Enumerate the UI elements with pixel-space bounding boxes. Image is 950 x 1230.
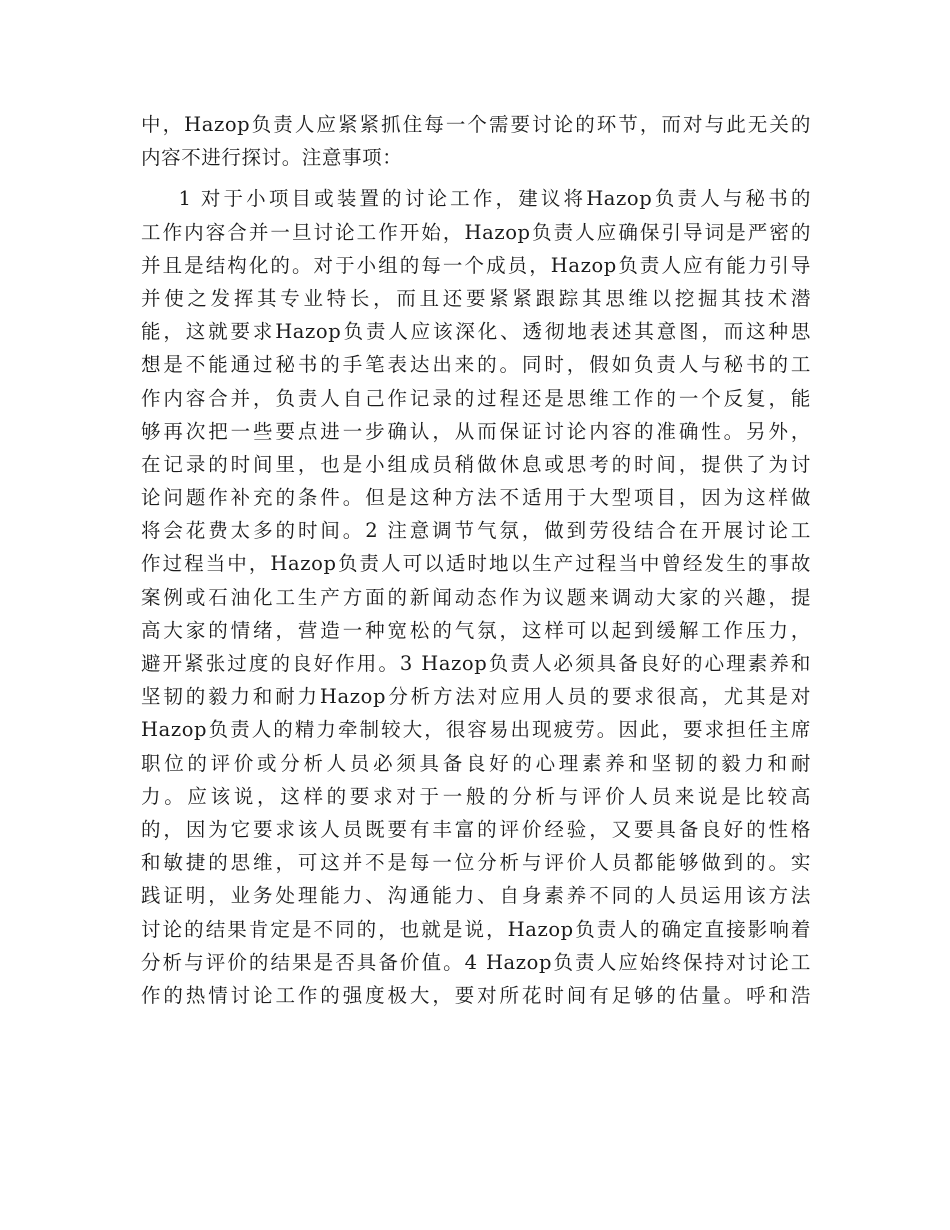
text-line: 内容不进行探讨。注意事项： [141,146,403,170]
text-line: 并且是结构化的。对于小组的每一个成员，Hazop负责人应有能力引导 [141,253,811,277]
text-line: 分析与评价的结果是否具备价值。4 Hazop负责人应始终保持对讨论工 [141,950,811,974]
text-line: 工作内容合并一旦讨论工作开始，Hazop负责人应确保引导词是严密的 [141,220,811,244]
text-line: 在记录的时间里，也是小组成员稍做休息或思考的时间，提供了为讨 [141,452,811,476]
text-line: 高大家的情绪，营造一种宽松的气氛，这样可以起到缓解工作压力， [141,618,811,642]
text-line: 论问题作补充的条件。但是这种方法不适用于大型项目，因为这样做 [141,486,811,510]
text-line: 想是不能通过秘书的手笔表达出来的。同时，假如负责人与秘书的工 [141,353,811,377]
text-line: 避开紧张过度的良好作用。3 Hazop负责人必须具备良好的心理素养和 [141,652,811,675]
paragraph-gap [141,174,811,182]
text-line: 案例或石油化工生产方面的新闻动态作为议题来调动大家的兴趣，提 [141,585,811,609]
text-line: 中，Hazop负责人应紧紧抓住每一个需要讨论的环节，而对与此无关的 [141,113,811,136]
text-line: 职位的评价或分析人员必须具备良好的心理素养和坚韧的毅力和耐 [141,751,811,775]
text-line: 坚韧的毅力和耐力Hazop分析方法对应用人员的要求很高，尤其是对 [141,685,811,709]
text-line: 讨论的结果肯定是不同的，也就是说，Hazop负责人的确定直接影响着 [141,917,811,941]
text-line: 和敏捷的思维，可这并不是每一位分析与评价人员都能够做到的。实 [141,851,811,875]
text-line: 作内容合并，负责人自己作记录的过程还是思维工作的一个反复，能 [141,386,811,410]
text-line: Hazop负责人的精力牵制较大，很容易出现疲劳。因此，要求担任主席 [141,718,811,742]
text-line: 作过程当中，Hazop负责人可以适时地以生产过程当中曾经发生的事故 [141,552,811,576]
text-line: 并使之发挥其专业特长，而且还要紧紧跟踪其思维以挖掘其技术潜 [141,286,811,310]
text-line: 力。应该说，这样的要求对于一般的分析与评价人员来说是比较高 [141,784,811,808]
text-line: 将会花费太多的时间。2 注意调节气氛，做到劳役结合在开展讨论工 [141,519,811,543]
text-line: 践证明，业务处理能力、沟通能力、自身素养不同的人员运用该方法 [141,884,811,908]
text-line: 能，这就要求Hazop负责人应该深化、透彻地表述其意图，而这种思 [141,320,811,344]
text-line: 作的热情讨论工作的强度极大，要对所花时间有足够的估量。呼和浩 [141,983,811,1007]
body-text [141,108,811,1012]
text-line: 的，因为它要求该人员既要有丰富的评价经验，又要具备良好的性格 [141,817,811,841]
text-line: 够再次把一些要点进一步确认，从而保证讨论内容的准确性。另外， [141,419,811,443]
text-line: 1 对于小项目或装置的讨论工作，建议将Hazop负责人与秘书的 [141,187,811,211]
